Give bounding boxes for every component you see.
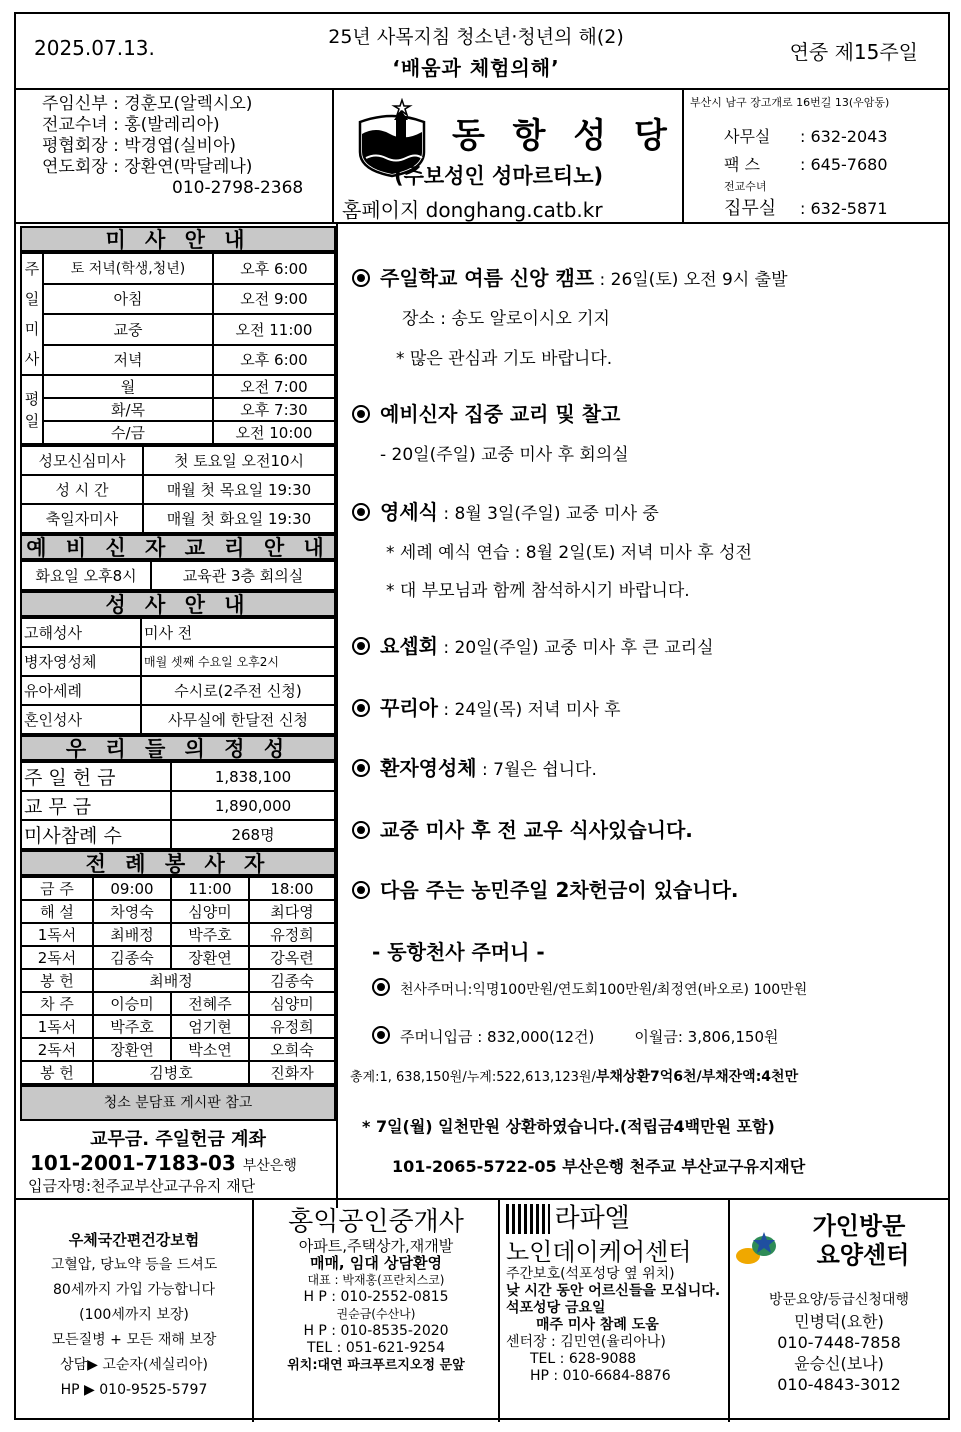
ad-daycare: 라파엘 노인데이케어센터 주간보호(석포성당 옆 위치) 낮 시간 동안 어르신들을 모십니다. 석포성당 금요일 매주 미사 참례 도움 센터장 : 김민연(율리아나) TEL : 628-9088 HP : 010-6684-8876 — [500, 1200, 730, 1422]
cleaning-notice: 청소 분담표 게시판 참고 — [20, 1085, 336, 1121]
bulletin-date: 2025.07.13. — [34, 36, 155, 60]
sunday-mass-label: 주일미사 — [21, 253, 43, 375]
mass-schedule-title: 미 사 안 내 — [20, 226, 336, 252]
bullet-icon — [372, 1026, 390, 1044]
bullet-icon — [352, 699, 370, 717]
pastoral-theme: 25년 사목지침 청소년·청년의 해(2) — [328, 26, 624, 48]
account-title: 교무금. 주일헌금 계좌 — [90, 1129, 266, 1150]
catechumen-info: 화요일 오후8시 교육관 3층 회의실 — [20, 560, 336, 591]
angel-pouch-deposit: 주머니입금 : 832,000(12건) 이월금: 3,806,150원 — [372, 1026, 778, 1047]
qr-code-icon — [506, 1204, 550, 1234]
announcement-item: 영세식 : 8월 3일(주일) 교중 미사 중 — [352, 496, 659, 525]
angel-pouch-line: 천사주머니:익명100만원/연도회100만원/최정연(바오로) 100만원 — [372, 978, 807, 999]
account-line — [20, 1151, 336, 1175]
account-bank: 부산은행 — [242, 1158, 297, 1174]
announcement-item: 주일학교 여름 신앙 캠프 : 26일(토) 오전 9시 출발 — [352, 262, 788, 291]
announcement-item: 교중 미사 후 전 교우 식사있습니다. — [352, 814, 693, 843]
church-name: 동 항 성 당 — [452, 116, 675, 156]
announcement-item: 요셉회 : 20일(주일) 교중 미사 후 큰 교리실 — [352, 630, 714, 659]
bullet-icon — [372, 978, 390, 996]
servers-title: 전 례 봉 사 자 — [20, 850, 336, 876]
staff-line: 평협회장 : 박경엽(실비아) — [42, 136, 237, 156]
bulletin-page — [14, 12, 950, 1420]
catechumen-title: 예 비 신 자 교 리 안 내 — [20, 534, 336, 560]
liturgy-servers: 금 주 09:00 11:00 18:00 해 설 차영숙 심양미 최다영 1독서 최배정 박주호 유정희 2독서 김종숙 장환연 강옥련 봉 헌 최배정 김종숙 차 주 이승미 전혜주 심양미 1독서 박주호 엄기현 유정희 2독서 장환연 박소연 오희숙 봉 헌 김병호 진화자 — [20, 876, 336, 1085]
info-band — [16, 90, 948, 224]
bullet-icon — [352, 269, 370, 287]
flower-logo-icon — [734, 1228, 786, 1268]
contact-info — [684, 90, 948, 222]
office-phone: 사무실 : 632-2043 — [724, 127, 888, 146]
left-column — [20, 226, 336, 1208]
liturgical-week: 연중 제15주일 — [789, 40, 918, 64]
church-patron: (주보성인 성마르티노) — [394, 164, 604, 188]
angel-pouch-title: - 동항천사 주머니 - — [372, 940, 545, 964]
sacrament-info: 고해성사 미사 전 병자영성체 매월 셋째 수요일 오후2시 유아세례 수시로(2주전 신청) 혼인성사 사무실에 한달전 신청 — [20, 617, 336, 735]
mass-schedule: 주일미사 토 저녁(학생,청년) 오후 6:00 아침 오전 9:00 교중 오전 11:00 저녁 오후 6:00 평일 월 오전 7:00 화/목 오후 7:30 수/금 오전 10:00 — [20, 252, 336, 445]
staff-line: 주임신부 : 경훈모(알렉시오) — [42, 94, 253, 114]
bullet-icon — [352, 637, 370, 655]
diocese-account: 101-2065-5722-05 부산은행 천주교 부산교구유지재단 — [392, 1157, 806, 1176]
announcement-item: 꾸리아 : 24일(목) 저녁 미사 후 — [352, 692, 621, 721]
account-number: 101-2001-7183-03 — [30, 1151, 236, 1175]
church-banner — [334, 90, 684, 222]
sister-phone: 집무실 : 632-5871 — [724, 198, 888, 219]
bullet-icon — [352, 405, 370, 423]
bullet-icon — [352, 881, 370, 899]
repayment-note: * 7일(월) 일천만원 상환하였습니다.(적립금4백만원 포함) — [362, 1117, 775, 1136]
staff-line: 전교수녀 : 홍(발레리아) — [42, 115, 220, 135]
church-address: 부산시 남구 장고개로 16번길 13(우암동) — [690, 96, 890, 109]
account-holder: 입금자명:천주교부산교구유지 재단 — [28, 1177, 256, 1195]
column-divider — [336, 224, 338, 1208]
announcements: 주일학교 여름 신앙 캠프 : 26일(토) 오전 9시 출발 장소 : 송도 알로이시오 기지 * 많은 관심과 기도 바랍니다. 예비신자 집중 교리 및 찰고 - 20일(주일) 교중 미사 후 회의실 영세식 : 8월 3일(주일) 교중 미사 중 * 세례 예식 연습 : 8월 2일(토) 저녁 미사 후 성전 * 대 부모님과 함께 참석하시기 바랍니다. 요셉회 : 20일(주일) 교중 미사 후 큰 교리실 꾸리아 : 24일(목) 저녁 미사 후 환자영성체 : 7월은 쉽니다. 교중 미사 후 전 교우 식사있습니다. 다음 주는 농민주일 2차헌금이 있습니다. - 동항천사 주머니 - 천사주머니:익명100만원/연도회100만원/최정연(바오로) 100만원 주머니입금 : 832,000(12건) 이월금: 3,806,150원 총계:1, 638,150원/누계:522,613,123원/부채상환7억6천/부채잔액:4천만 * 7일(월) 일천만원 상환하였습니다.(적립금4백만원 포함) 101-2065-5722-05 부산은행 천주교 부산교구유지재단 — [352, 226, 942, 1206]
homepage[interactable]: 홈페이지 donghang.catb.kr — [342, 198, 603, 222]
sister-label-small: 전교수녀 — [724, 180, 767, 193]
staff-list — [16, 90, 334, 222]
ad-insurance: 우체국간편건강보험 고혈압, 당뇨약 등을 드셔도 80세까지 가입 가능합니다 (100세까지 보장) 모든질병 + 모든 재해 보장 상담▶ 고순자(세실리아) HP ▶ 010-9525-5797 — [16, 1200, 254, 1422]
theme-subtitle: ‘배움과 체험의해’ — [392, 56, 560, 80]
header — [16, 14, 948, 90]
debt-summary: 총계:1, 638,150원/누계:522,613,123원/부채상환7억6천/부채잔액:4천만 — [350, 1069, 799, 1085]
fax-number: 팩 스 : 645-7680 — [724, 155, 888, 174]
ads-footer — [16, 1198, 948, 1420]
announcement-item: 환자영성체 : 7월은 쉽니다. — [352, 752, 597, 781]
staff-phone: 010-2798-2368 — [172, 178, 304, 198]
announcement-item: 예비신자 집중 교리 및 찰고 — [352, 398, 620, 427]
bullet-icon — [352, 503, 370, 521]
weekday-mass-label: 평일 — [21, 375, 43, 444]
announcement-item: 다음 주는 농민주일 2차헌금이 있습니다. — [352, 874, 739, 903]
offering-table: 주 일 헌 금 1,838,100 교 무 금 1,890,000 미사참례 수 268명 — [20, 761, 336, 850]
ad-realestate: 홍익공인중개사 아파트,주택상가,재개발 매매, 임대 상담환영 대표 : 박재홍(프란치스코) H P : 010-2552-0815 권순금(수산나) H P : 010-8535-2020 TEL : 051-621-9254 위치:대연 파크푸르지오정 문앞 — [254, 1200, 500, 1422]
special-mass: 성모신심미사 첫 토요일 오전10시 성 시 간 매월 첫 목요일 19:30 축일자미사 매월 첫 화요일 19:30 — [20, 445, 336, 534]
staff-line: 연도회장 : 장환연(막달레나) — [42, 157, 253, 177]
account-box — [20, 1121, 336, 1196]
ad-homecare: 가인방문 요양센터 방문요양/등급신청대행 민병덕(요한) 010-7448-7858 윤승신(보나) 010-4843-3012 — [730, 1200, 948, 1422]
sacrament-title: 성 사 안 내 — [20, 591, 336, 617]
bullet-icon — [352, 821, 370, 839]
offering-title: 우 리 들 의 정 성 — [20, 735, 336, 761]
bullet-icon — [352, 759, 370, 777]
